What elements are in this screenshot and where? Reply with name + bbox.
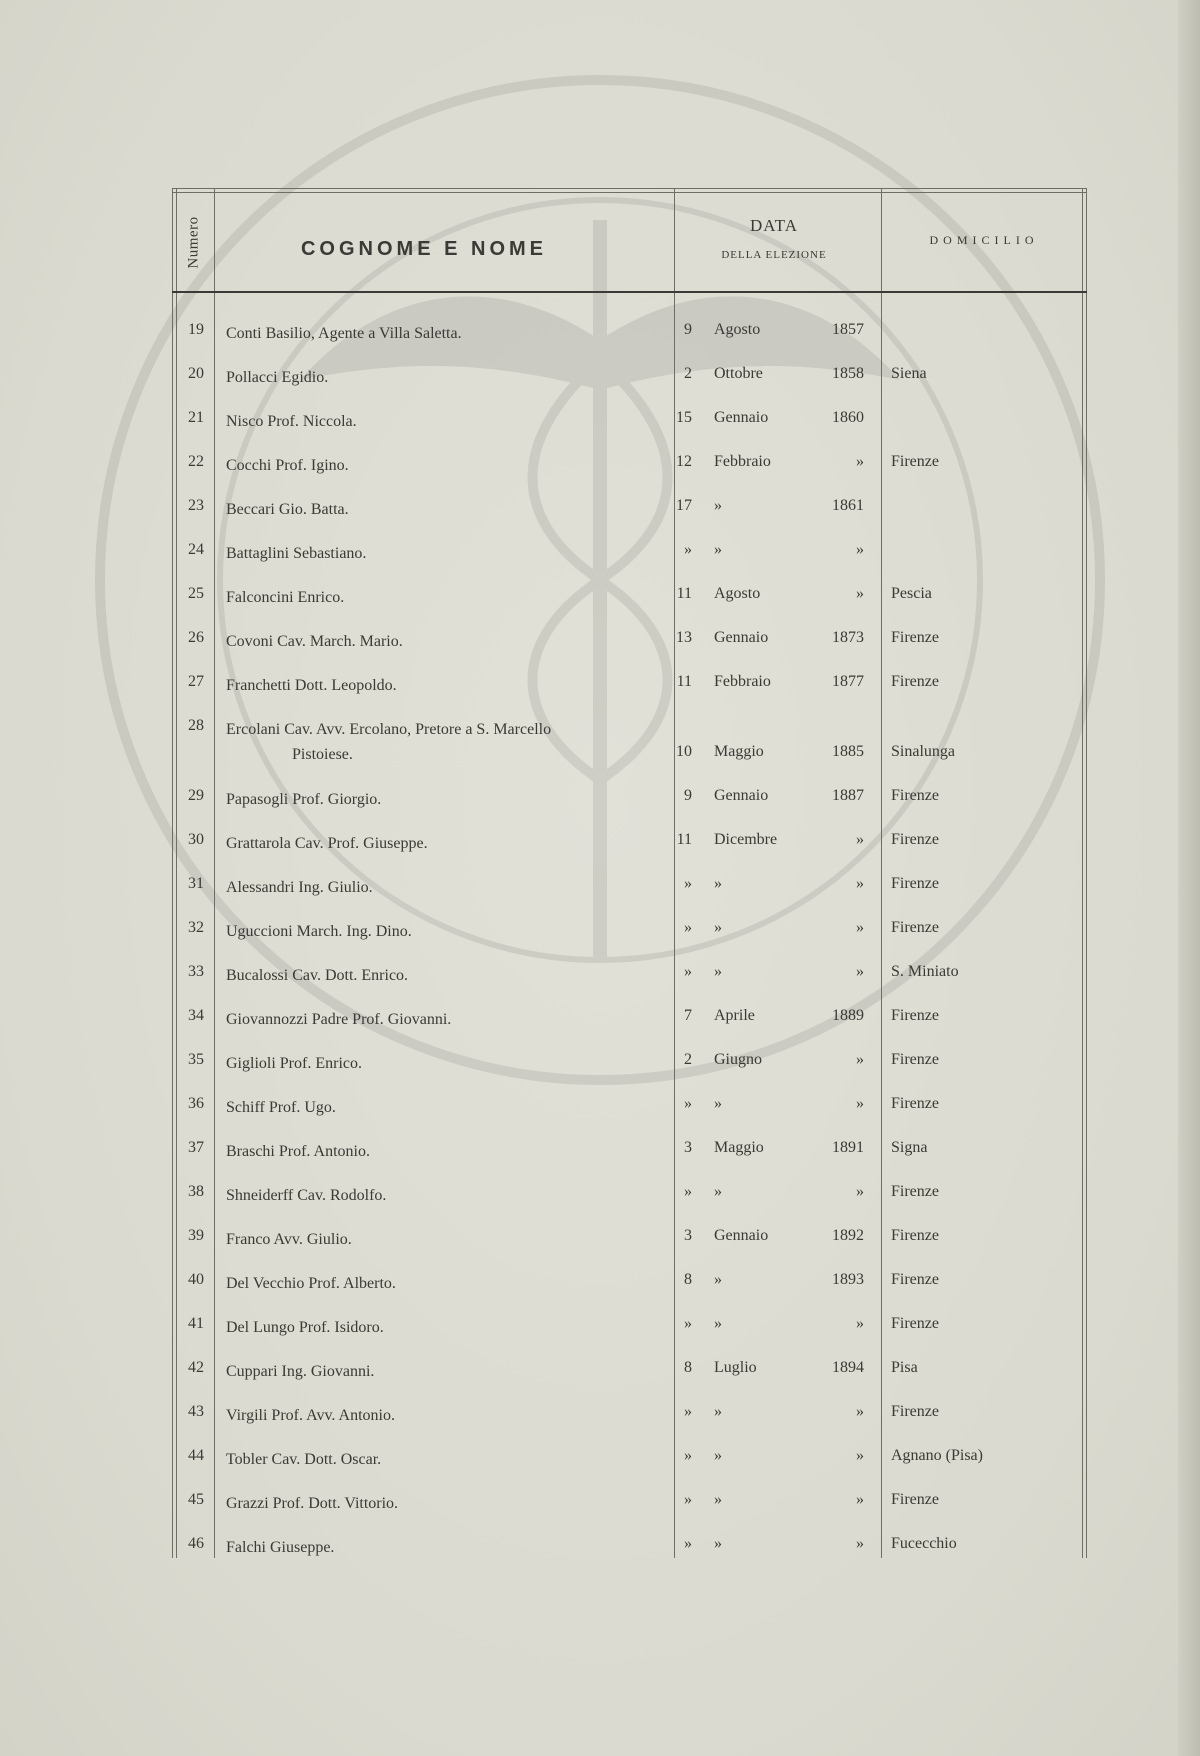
row-day: »	[684, 963, 692, 980]
table-top-rule	[172, 188, 1087, 189]
row-domicilio: Firenze	[891, 831, 939, 848]
row-day: »	[684, 919, 692, 936]
row-day: 11	[676, 673, 692, 690]
row-day: 11	[676, 585, 692, 602]
row-day: »	[684, 875, 692, 892]
row-day: »	[684, 1183, 692, 1200]
row-name: Braschi Prof. Antonio.	[226, 1143, 370, 1160]
row-day: 2	[684, 1051, 692, 1068]
members-table	[172, 188, 1087, 1558]
row-number: 31	[188, 875, 204, 892]
row-month: »	[714, 1403, 722, 1420]
row-month: »	[714, 541, 722, 558]
row-year: »	[856, 453, 864, 470]
row-domicilio: Firenze	[891, 629, 939, 646]
row-year: 1858	[832, 365, 864, 382]
row-day: 3	[684, 1139, 692, 1156]
row-name: Falchi Giuseppe.	[226, 1539, 335, 1556]
table-row	[172, 1271, 1087, 1315]
row-year: »	[856, 1403, 864, 1420]
row-number: 30	[188, 831, 204, 848]
row-number: 19	[188, 321, 204, 338]
header-numero: Numero	[185, 215, 202, 269]
row-number: 24	[188, 541, 204, 558]
row-year: 1860	[832, 409, 864, 426]
table-row	[172, 1447, 1087, 1491]
table-row	[172, 585, 1087, 629]
row-day: 8	[684, 1271, 692, 1288]
row-domicilio: Firenze	[891, 1007, 939, 1024]
row-name: Grazzi Prof. Dott. Vittorio.	[226, 1495, 399, 1512]
row-year: »	[856, 1535, 864, 1552]
row-year: 1889	[832, 1007, 864, 1024]
row-name: Tobler Cav. Dott. Oscar.	[226, 1451, 382, 1468]
table-row	[172, 673, 1087, 717]
row-domicilio: Pescia	[891, 585, 932, 602]
row-number: 45	[188, 1491, 204, 1508]
table-row	[172, 1535, 1087, 1579]
row-month: Febbraio	[714, 453, 771, 470]
row-name: Nisco Prof. Niccola.	[226, 413, 357, 430]
row-day: »	[684, 1535, 692, 1552]
table-body	[172, 321, 1087, 1579]
row-year: 1885	[832, 743, 864, 760]
row-domicilio: Firenze	[891, 1095, 939, 1112]
page-edge	[1178, 0, 1200, 1756]
row-name: Cuppari Ing. Giovanni.	[226, 1363, 375, 1380]
row-year: »	[856, 1491, 864, 1508]
row-number: 39	[188, 1227, 204, 1244]
row-day: 12	[676, 453, 692, 470]
row-number: 25	[188, 585, 204, 602]
row-month: »	[714, 875, 722, 892]
table-row	[172, 1183, 1087, 1227]
row-name: Bucalossi Cav. Dott. Enrico.	[226, 967, 409, 984]
row-number: 29	[188, 787, 204, 804]
row-name: Franco Avv. Giulio.	[226, 1231, 352, 1248]
row-month: »	[714, 919, 722, 936]
row-name: Schiff Prof. Ugo.	[226, 1099, 336, 1116]
row-year: 1877	[832, 673, 864, 690]
table-row	[172, 1007, 1087, 1051]
table-row	[172, 717, 1087, 787]
row-domicilio: Fucecchio	[891, 1535, 957, 1552]
row-month: Gennaio	[714, 629, 769, 646]
row-name: Papasogli Prof. Giorgio.	[226, 791, 382, 808]
row-day: 9	[684, 787, 692, 804]
row-domicilio: Signa	[891, 1139, 928, 1156]
table-row	[172, 831, 1087, 875]
row-number: 34	[188, 1007, 204, 1024]
header-domicilio: DOMICILIO	[929, 233, 1039, 247]
row-name: Covoni Cav. March. Mario.	[226, 633, 403, 650]
row-month: Maggio	[714, 1139, 764, 1156]
row-name: Uguccioni March. Ing. Dino.	[226, 923, 412, 940]
table-row	[172, 1315, 1087, 1359]
row-day: »	[684, 1491, 692, 1508]
row-year: »	[856, 585, 864, 602]
row-day: 11	[676, 831, 692, 848]
row-day: »	[684, 1403, 692, 1420]
row-domicilio: Pisa	[891, 1359, 918, 1376]
table-row	[172, 1491, 1087, 1535]
row-domicilio: Firenze	[891, 1183, 939, 1200]
row-number: 23	[188, 497, 204, 514]
row-year: 1892	[832, 1227, 864, 1244]
row-name-continuation: Pistoiese.	[292, 746, 353, 763]
row-year: »	[856, 919, 864, 936]
table-row	[172, 1051, 1087, 1095]
row-month: Gennaio	[714, 1227, 769, 1244]
row-name: Battaglini Sebastiano.	[226, 545, 367, 562]
row-name: Alessandri Ing. Giulio.	[226, 879, 373, 896]
row-domicilio: Firenze	[891, 1491, 939, 1508]
row-number: 37	[188, 1139, 204, 1156]
row-number: 41	[188, 1315, 204, 1332]
row-name: Franchetti Dott. Leopoldo.	[226, 677, 397, 694]
row-year: »	[856, 541, 864, 558]
row-day: 2	[684, 365, 692, 382]
row-month: Luglio	[714, 1359, 757, 1376]
row-number: 46	[188, 1535, 204, 1552]
row-number: 32	[188, 919, 204, 936]
row-number: 40	[188, 1271, 204, 1288]
row-month: »	[714, 963, 722, 980]
row-month: »	[714, 1095, 722, 1112]
row-name	[226, 717, 666, 767]
row-domicilio: Firenze	[891, 875, 939, 892]
table-row	[172, 875, 1087, 919]
row-month: Maggio	[714, 743, 764, 760]
row-month: Agosto	[714, 585, 761, 602]
table-row	[172, 963, 1087, 1007]
row-number: 35	[188, 1051, 204, 1068]
row-domicilio: Firenze	[891, 1227, 939, 1244]
row-name: Beccari Gio. Batta.	[226, 501, 349, 518]
row-year: »	[856, 1183, 864, 1200]
row-day: 7	[684, 1007, 692, 1024]
row-day: 8	[684, 1359, 692, 1376]
row-month: »	[714, 497, 722, 514]
table-row	[172, 1359, 1087, 1403]
row-month: »	[714, 1447, 722, 1464]
row-number: 27	[188, 673, 204, 690]
row-month: Gennaio	[714, 409, 769, 426]
row-domicilio: Firenze	[891, 1403, 939, 1420]
table-top-rule	[172, 192, 1087, 193]
header-data-sub: DELLA ELEZIONE	[721, 249, 827, 261]
row-month: Febbraio	[714, 673, 771, 690]
row-domicilio: Firenze	[891, 919, 939, 936]
table-row	[172, 1139, 1087, 1183]
table-row	[172, 321, 1087, 365]
table-row	[172, 541, 1087, 585]
table-row	[172, 787, 1087, 831]
table-row	[172, 919, 1087, 963]
row-number: 36	[188, 1095, 204, 1112]
row-year: 1887	[832, 787, 864, 804]
row-day: 9	[684, 321, 692, 338]
row-year: »	[856, 1447, 864, 1464]
row-month: Dicembre	[714, 831, 778, 848]
row-name: Giovannozzi Padre Prof. Giovanni.	[226, 1011, 452, 1028]
row-day: 10	[676, 743, 692, 760]
row-month: Gennaio	[714, 787, 769, 804]
row-number: 42	[188, 1359, 204, 1376]
row-day: »	[684, 1315, 692, 1332]
row-day: 13	[676, 629, 692, 646]
row-year: 1894	[832, 1359, 864, 1376]
row-number: 22	[188, 453, 204, 470]
table-row	[172, 409, 1087, 453]
row-domicilio: Agnano (Pisa)	[891, 1447, 983, 1464]
row-year: »	[856, 1051, 864, 1068]
row-domicilio: Firenze	[891, 453, 939, 470]
row-month: »	[714, 1183, 722, 1200]
header-data: DATA	[750, 216, 798, 235]
row-month: Aprile	[714, 1007, 755, 1024]
row-domicilio: Firenze	[891, 1315, 939, 1332]
table-row	[172, 497, 1087, 541]
row-number: 21	[188, 409, 204, 426]
row-day: 17	[676, 497, 692, 514]
row-name: Giglioli Prof. Enrico.	[226, 1055, 362, 1072]
table-row	[172, 1095, 1087, 1139]
row-month: Giugno	[714, 1051, 762, 1068]
row-day: 3	[684, 1227, 692, 1244]
row-month: Agosto	[714, 321, 761, 338]
table-row	[172, 453, 1087, 497]
row-domicilio: Sinalunga	[891, 743, 955, 760]
row-number: 28	[188, 717, 204, 734]
row-domicilio: Siena	[891, 365, 927, 382]
row-domicilio: Firenze	[891, 1271, 939, 1288]
table-row	[172, 629, 1087, 673]
row-day: »	[684, 1095, 692, 1112]
row-number: 38	[188, 1183, 204, 1200]
row-year: »	[856, 1095, 864, 1112]
row-name: Falconcini Enrico.	[226, 589, 345, 606]
row-name-line: Ercolani Cav. Avv. Ercolano, Pretore a S. Marcello	[226, 721, 552, 738]
row-number: 43	[188, 1403, 204, 1420]
row-name: Pollacci Egidio.	[226, 369, 329, 386]
row-day: »	[684, 541, 692, 558]
row-month: »	[714, 1535, 722, 1552]
row-name: Virgili Prof. Avv. Antonio.	[226, 1407, 395, 1424]
row-name: Cocchi Prof. Igino.	[226, 457, 349, 474]
row-year: »	[856, 831, 864, 848]
row-day: 15	[676, 409, 692, 426]
row-day: »	[684, 1447, 692, 1464]
row-domicilio: Firenze	[891, 787, 939, 804]
row-month: Ottobre	[714, 365, 763, 382]
row-year: 1857	[832, 321, 864, 338]
row-domicilio: Firenze	[891, 673, 939, 690]
row-year: »	[856, 1315, 864, 1332]
row-number: 33	[188, 963, 204, 980]
row-month: »	[714, 1491, 722, 1508]
row-year: 1873	[832, 629, 864, 646]
row-name: Del Vecchio Prof. Alberto.	[226, 1275, 396, 1292]
row-domicilio: Firenze	[891, 1051, 939, 1068]
table-row	[172, 365, 1087, 409]
row-year: 1861	[832, 497, 864, 514]
row-number: 26	[188, 629, 204, 646]
row-name: Grattarola Cav. Prof. Giuseppe.	[226, 835, 428, 852]
row-year: »	[856, 875, 864, 892]
row-name: Shneiderff Cav. Rodolfo.	[226, 1187, 387, 1204]
row-number: 44	[188, 1447, 204, 1464]
row-month: »	[714, 1315, 722, 1332]
header-rule	[172, 291, 1087, 293]
header-cognome-nome: COGNOME E NOME	[300, 238, 547, 260]
row-year: 1891	[832, 1139, 864, 1156]
table-row	[172, 1227, 1087, 1271]
row-year: 1893	[832, 1271, 864, 1288]
row-year: »	[856, 963, 864, 980]
row-domicilio: S. Miniato	[891, 963, 959, 980]
table-row	[172, 1403, 1087, 1447]
row-month: »	[714, 1271, 722, 1288]
row-name: Conti Basilio, Agente a Villa Saletta.	[226, 325, 462, 342]
row-number: 20	[188, 365, 204, 382]
row-name: Del Lungo Prof. Isidoro.	[226, 1319, 384, 1336]
